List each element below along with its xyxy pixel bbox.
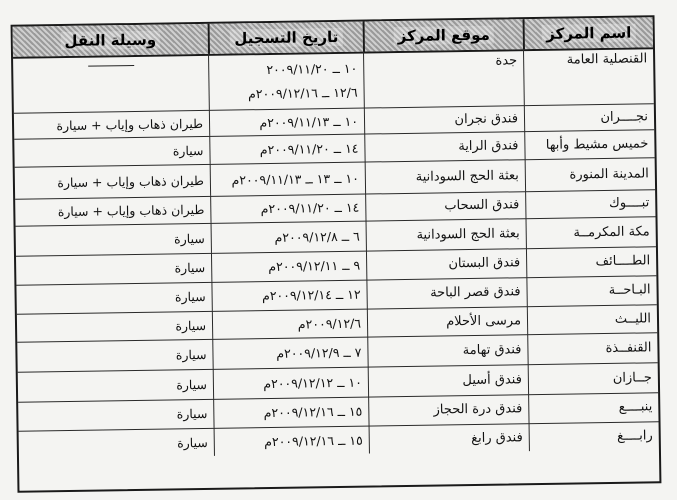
date-line: ١٥ ــ ٢٠٠٩/١٢/١٦م: [264, 432, 363, 449]
center-location-cell: فندق رابغ: [369, 423, 529, 453]
center-name-cell: خميس مشيط وأبها: [524, 129, 654, 159]
date-line: ٩ ــ ٢٠٠٩/١٢/١١م: [268, 257, 361, 275]
center-location-cell: مرسى الأحلام: [367, 306, 527, 336]
center-name-cell: القنصلية العامة: [523, 47, 654, 105]
center-location-cell: فندق الراية: [364, 131, 524, 161]
date-line: ١٠ ــ ١٣ ــ ٢٠٠٩/١١/١٣م: [231, 170, 359, 188]
date-line: ١٥ ــ ٢٠٠٩/١٢/١٦م: [263, 403, 363, 421]
registration-date-cell: [213, 397, 368, 428]
date-line: ١٢/٦ ــ ٢٠٠٩/١٢/١٦م: [247, 84, 358, 101]
center-location-cell: فندق درة الحجاز: [368, 394, 528, 425]
table-body: [13, 47, 659, 490]
date-line: ١٤ ــ ٢٠٠٩/١١/٢٠م: [259, 140, 359, 157]
center-location-cell: فندق البستان: [366, 248, 526, 279]
registration-date-cell: [211, 251, 366, 282]
header-center-location: [363, 19, 523, 51]
date-line: ١٤ ــ ٢٠٠٩/١١/٢٠م: [260, 199, 360, 217]
center-name-cell: مكة المكرمــة: [525, 216, 655, 248]
center-location-cell: فندق نجران: [364, 105, 524, 133]
center-name-cell: ينبــــع: [528, 392, 658, 423]
date-line: ٧ ــ ٢٠٠٩/١٢/٩م: [276, 344, 362, 361]
transport-cell: طيران ذهاب وإياب + سيارة: [57, 172, 204, 190]
registration-date-cell: [209, 108, 364, 136]
center-location-cell: فندق قصر الباحة: [366, 277, 526, 308]
header-center-location-text: موقع المركز: [394, 26, 494, 45]
header-registration-date: [208, 22, 363, 54]
transport-cell: سيارة: [175, 346, 207, 362]
registration-date-cell: [211, 221, 366, 253]
transport-cell: سيارة: [174, 288, 206, 305]
registration-date-cell: [212, 337, 367, 369]
date-line: ٦ ــ ٢٠٠٩/١٢/٨م: [274, 228, 360, 245]
registration-date-cell: [211, 280, 366, 311]
transport-cell: سيارة: [175, 317, 207, 333]
date-line: ١٠ ــ ٢٠٠٩/١١/١٣م: [259, 113, 359, 130]
header-transport: [13, 24, 208, 57]
header-center-name-text: اسم المركز: [542, 24, 635, 43]
registration-date-cell: [208, 52, 364, 110]
date-line: ١٠ ــ ٢٠٠٩/١١/٢٠: [266, 60, 358, 77]
registration-date-cell: [210, 162, 365, 196]
center-name-cell: تبــــوك: [525, 189, 655, 218]
center-location-cell: فندق أسيل: [368, 364, 528, 396]
registration-date-cell: [213, 367, 368, 399]
center-name-cell: البـاحــة: [526, 275, 656, 306]
center-location-cell: بعثة الحج السودانية: [366, 218, 526, 250]
center-name-cell: المدينة المنورة: [525, 157, 655, 191]
center-name-cell: الليــث: [527, 304, 657, 334]
empty-dash: [88, 65, 134, 67]
center-name-cell: القنفــذة: [527, 332, 657, 364]
transport-cell: سيارة: [172, 142, 204, 158]
registration-date-cell: [214, 426, 369, 456]
transport-cell: سيارة: [176, 376, 208, 392]
transport-cell: سيارة: [173, 230, 205, 246]
header-transport-text: وسيلة النقل: [60, 31, 160, 50]
registration-table: [11, 15, 662, 493]
date-line: ١٠ ــ ٢٠٠٩/١٢/١٢م: [263, 374, 363, 391]
header-center-name: [523, 17, 653, 49]
date-line: ٢٠٠٩/١٢/٦م: [297, 315, 362, 332]
transport-cell: طيران ذهاب وإياب + سيارة: [57, 201, 205, 220]
transport-cell: سيارة: [174, 259, 206, 276]
center-location-cell: فندق تهامة: [367, 334, 527, 366]
transport-cell: سيارة: [177, 434, 208, 450]
header-registration-date-text: تاريخ التسجيل: [230, 28, 342, 48]
center-name-cell: رابــــغ: [529, 421, 659, 451]
center-name-cell: الطــــائف: [526, 246, 656, 277]
center-location-cell: فندق السحاب: [365, 191, 525, 220]
center-name-cell: جــازان: [528, 362, 658, 394]
registration-date-cell: [212, 309, 367, 339]
date-line: ١٢ ــ ٢٠٠٩/١٢/١٤م: [261, 286, 361, 304]
center-location-cell: بعثة الحج السودانية: [365, 159, 525, 193]
transport-cell: سيارة: [176, 405, 208, 422]
registration-date-cell: [210, 194, 365, 223]
transport-cell: طيران ذهاب وإياب + سيارة: [56, 115, 204, 133]
transport-cell: [13, 54, 209, 113]
center-name-cell: نجــــران: [524, 103, 654, 131]
center-location-cell: جدة: [363, 49, 524, 107]
registration-date-cell: [209, 134, 364, 164]
